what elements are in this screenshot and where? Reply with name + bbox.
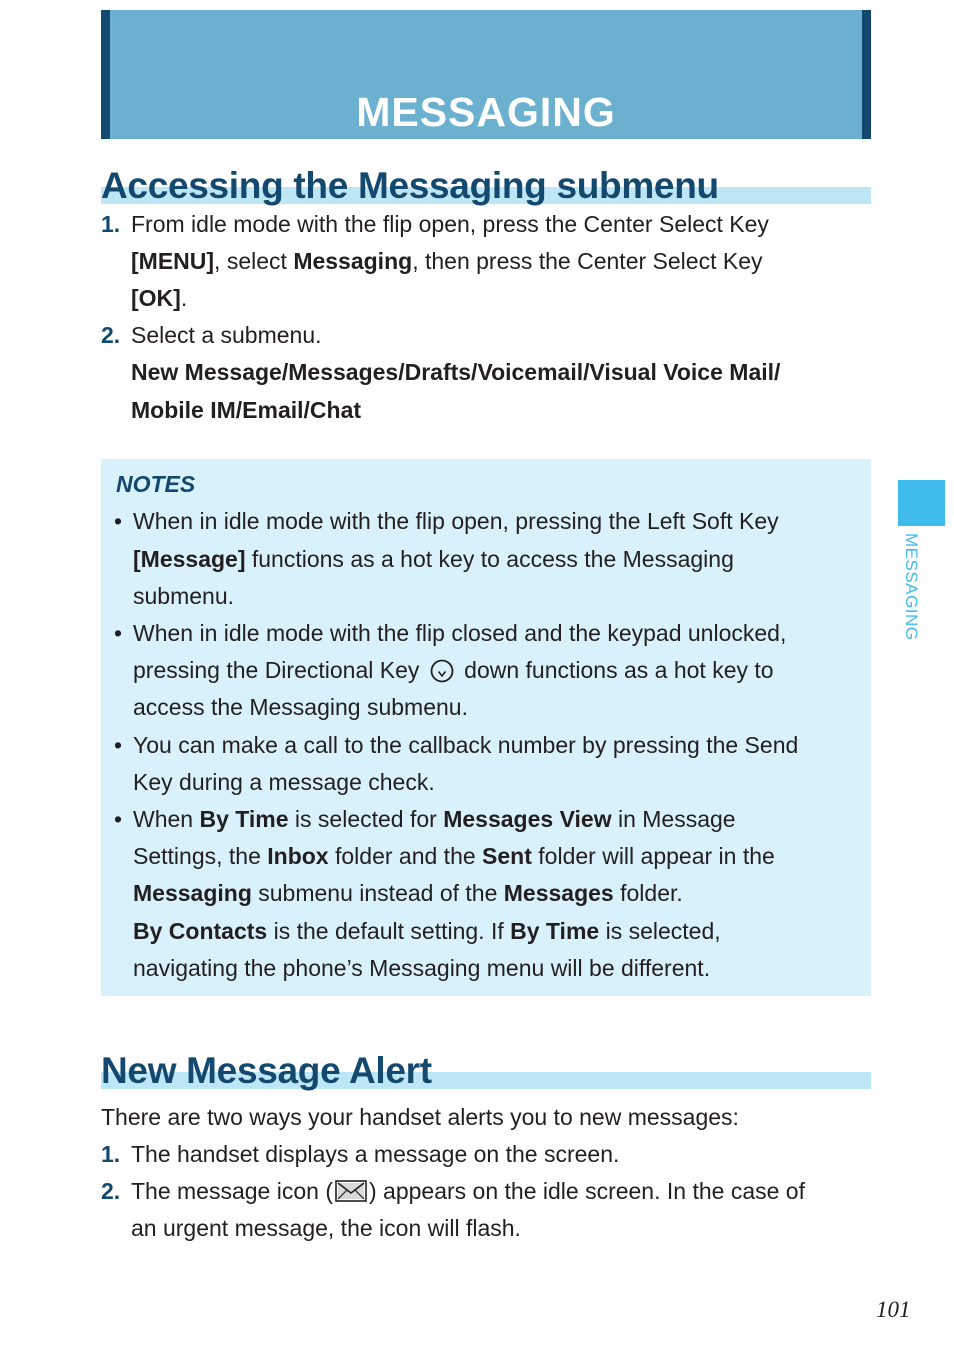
bullet: • <box>114 620 123 646</box>
chapter-side-label: MESSAGING <box>902 533 921 641</box>
note2-line1: When in idle mode with the flip closed and the keypad unlocked, <box>133 620 787 646</box>
bullet: • <box>114 508 123 534</box>
bullet: • <box>114 732 123 758</box>
step1-line2: [MENU], select Messaging, then press the Center Select Key <box>131 248 763 274</box>
messaging-label: Messaging <box>293 248 413 274</box>
note2-line3: access the Messaging submenu. <box>133 694 468 720</box>
note1-line3: submenu. <box>133 583 235 609</box>
step1-line3: [OK]. <box>131 285 188 311</box>
note4-line1: When By Time is selected for Messages View in Message <box>133 806 736 832</box>
submenu-list-line1: New Message/Messages/Drafts/Voicemail/Visual Voice Mail/ <box>131 359 781 385</box>
note1-line2: [Message] functions as a hot key to access the Messaging <box>133 546 734 572</box>
message-envelope-icon <box>335 1180 367 1202</box>
bullet: • <box>114 806 123 832</box>
note4-line2: Settings, the Inbox folder and the Sent folder will appear in the <box>133 843 775 869</box>
section-heading-accessing <box>101 160 871 204</box>
notes-title: NOTES <box>116 471 196 497</box>
note4-line5: navigating the phone’s Messaging menu will be different. <box>133 955 711 981</box>
note2-line2: pressing the Directional Key down functions as a hot key to <box>133 657 774 683</box>
note4-line4: By Contacts is the default setting. If By Time is selected, <box>133 918 721 944</box>
directional-key-down-icon <box>430 659 454 683</box>
submenu-list-line2: Mobile IM/Email/Chat <box>131 397 362 423</box>
alert-intro: There are two ways your handset alerts you to new messages: <box>101 1104 739 1130</box>
note1-line1: When in idle mode with the flip open, pressing the Left Soft Key <box>133 508 779 534</box>
note4-line3: Messaging submenu instead of the Messages folder. <box>133 880 683 906</box>
step-number: 1. <box>101 211 121 237</box>
step-number: 1. <box>101 1141 121 1167</box>
step-number: 2. <box>101 322 121 348</box>
step2-line1: Select a submenu. <box>131 322 322 348</box>
chapter-banner <box>101 10 871 139</box>
chapter-title: MESSAGING <box>356 89 616 135</box>
section-heading-text: New Message Alert <box>101 1050 432 1091</box>
step-number: 2. <box>101 1178 121 1204</box>
section-heading-new-message-alert <box>101 1045 871 1089</box>
alert-step2-line1: The message icon ( ) appears on the idle screen. In the case of <box>131 1178 805 1204</box>
note3-line2: Key during a message check. <box>133 769 435 795</box>
chapter-side-tab <box>898 480 945 526</box>
step1-line1: From idle mode with the flip open, press the Center Select Key <box>131 211 769 237</box>
message-key-label: [Message] <box>133 546 246 572</box>
alert-step1: The handset displays a message on the screen. <box>131 1141 620 1167</box>
section-heading-text: Accessing the Messaging submenu <box>101 165 719 206</box>
menu-key-label: [MENU] <box>131 248 215 274</box>
ok-key-label: [OK] <box>131 285 181 311</box>
note3-line1: You can make a call to the callback number by pressing the Send <box>133 732 799 758</box>
page-number: 101 <box>876 1297 911 1322</box>
alert-step2-line2: an urgent message, the icon will flash. <box>131 1215 521 1241</box>
